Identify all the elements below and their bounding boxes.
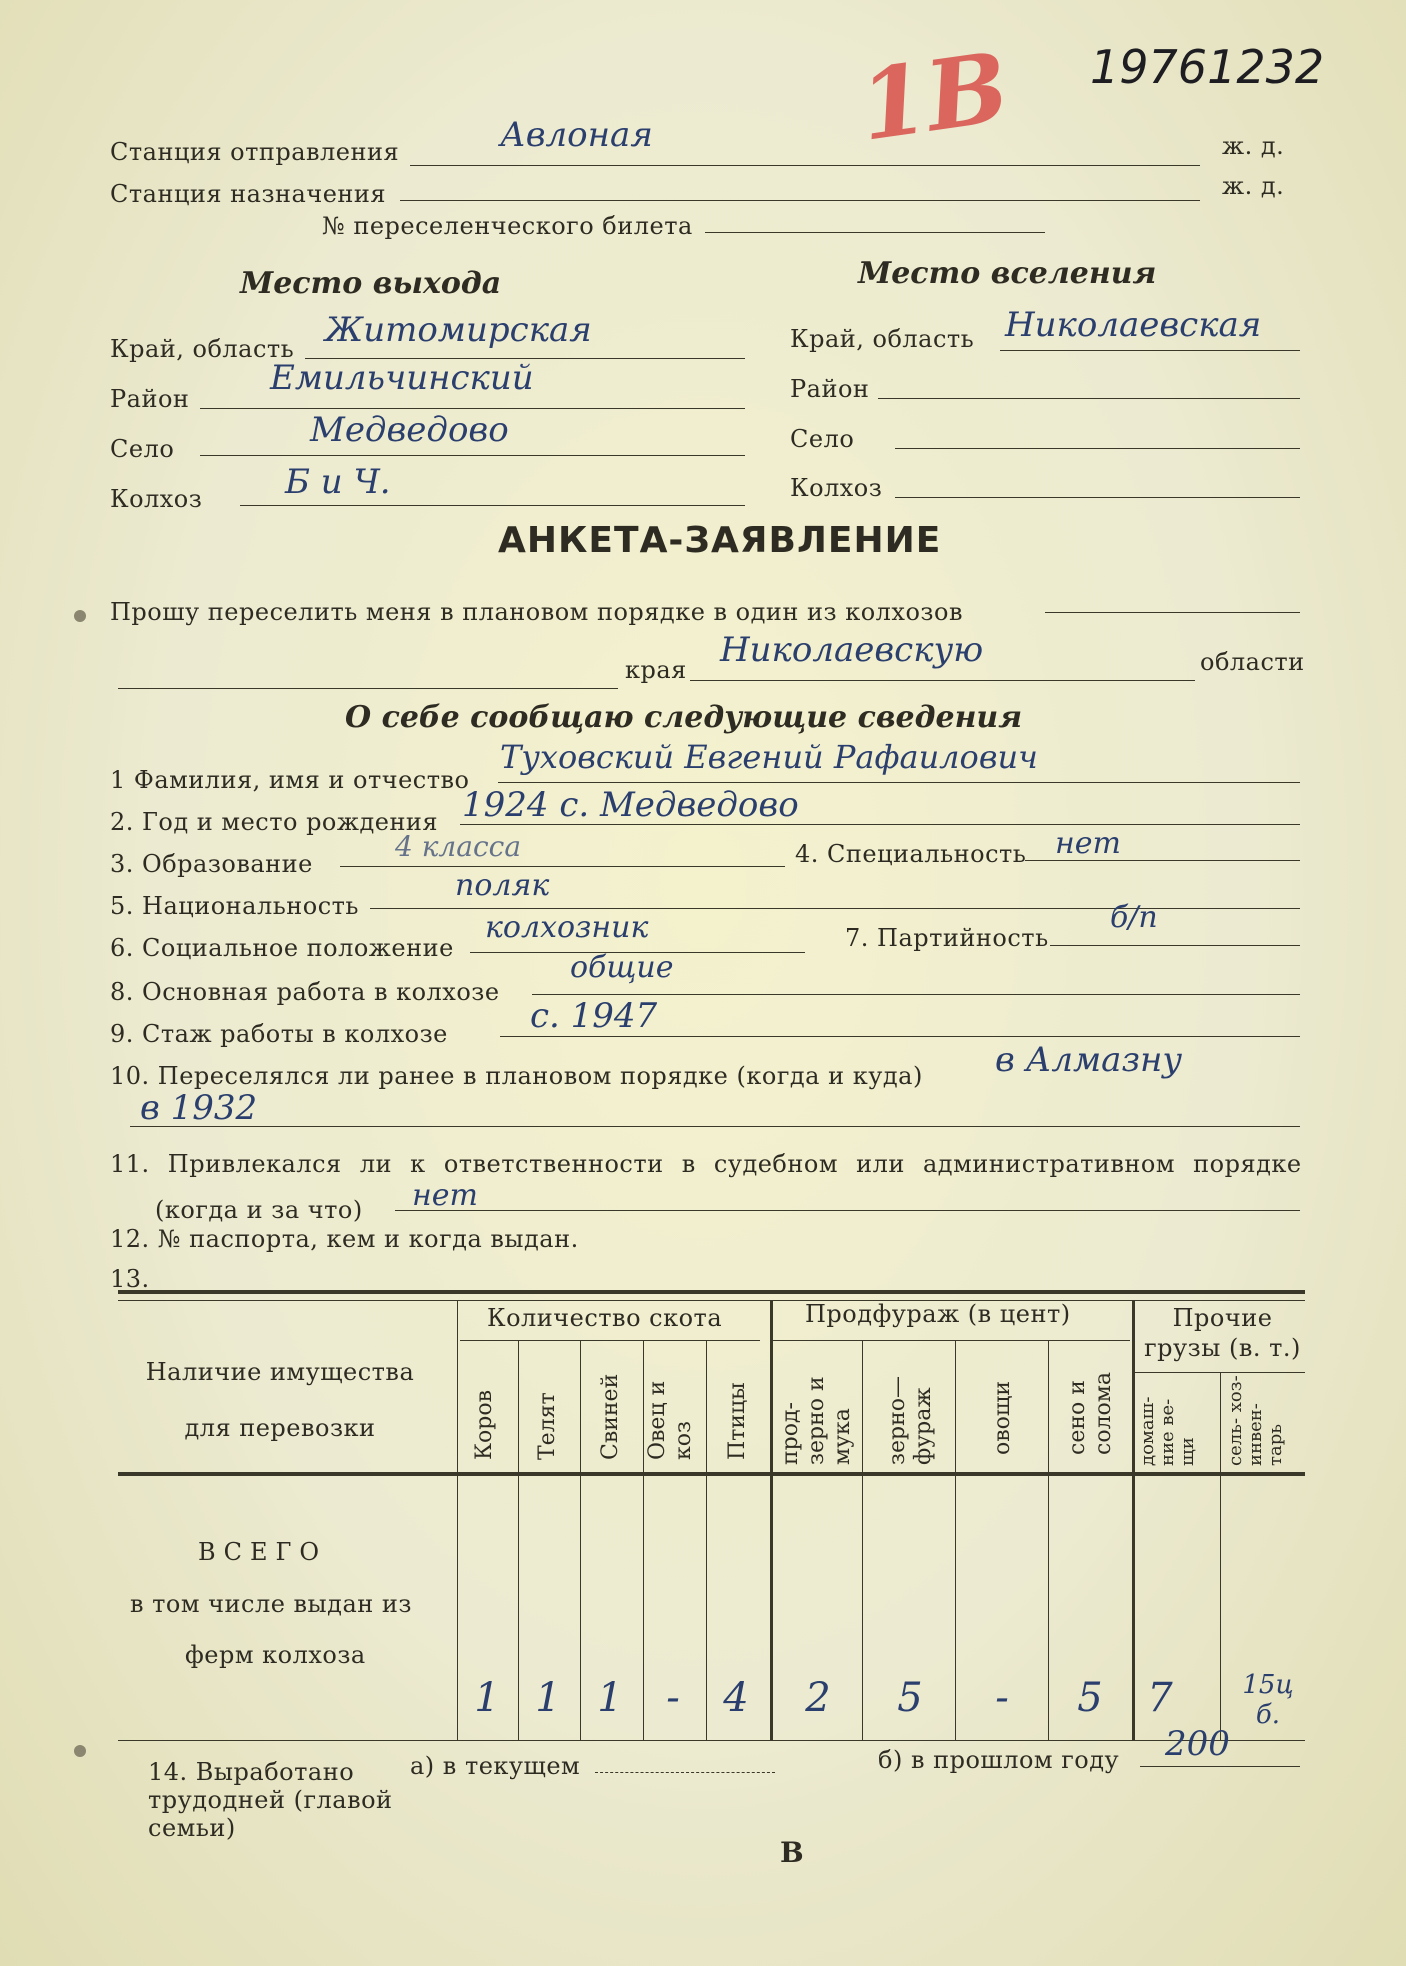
field-8-value: общие [570, 950, 674, 985]
workdays-last-value: 200 [1165, 1724, 1230, 1764]
dest-region-line [1000, 350, 1300, 351]
value-vegetables: - [995, 1675, 1009, 1721]
row-total-label: ВСЕГО [198, 1538, 328, 1566]
field-10-value-2: в 1932 [140, 1088, 258, 1128]
kraya-label: края [625, 656, 687, 684]
dest-kolkhoz-label: Колхоз [790, 474, 883, 502]
origin-district-label: Район [110, 385, 190, 413]
origin-kolkhoz-value: Б и Ч. [285, 462, 391, 502]
col-divider [1220, 1372, 1221, 1740]
field-7-line [1050, 945, 1300, 946]
table-top-border-2 [118, 1300, 1305, 1301]
value-inventory: 15ц б. [1242, 1670, 1294, 1730]
dest-kolkhoz-line [895, 497, 1300, 498]
red-handwritten-mark: 1В [852, 30, 1016, 163]
workdays-label: 14. Выработано трудодней (главой семьи) [148, 1758, 393, 1842]
field-11-label: 11. Привлекался ли к ответственности в судебном или административном порядке [110, 1150, 1302, 1178]
station-from-value: Авлоная [500, 115, 653, 155]
origin-village-line [200, 455, 745, 456]
station-to-line [400, 200, 1200, 201]
col-divider [457, 1300, 458, 1740]
value-poultry: 4 [723, 1675, 749, 1721]
fodder-underline [770, 1340, 1130, 1341]
col-divider [1132, 1300, 1135, 1740]
field-1-line [498, 782, 1300, 783]
field-3-label: 3. Образование [110, 850, 313, 878]
livestock-underline [460, 1340, 760, 1341]
field-5-line [370, 908, 1300, 909]
ticket-label: № переселенческого билета [322, 212, 693, 240]
field-11-line [395, 1210, 1300, 1211]
col-food-grain: прод- зерно и мука [778, 1376, 855, 1465]
col-poultry: Птицы [725, 1382, 750, 1460]
dest-district-label: Район [790, 375, 870, 403]
value-hay-straw: 5 [1077, 1675, 1103, 1721]
field-5-label: 5. Национальность [110, 892, 359, 920]
field-6-label: 6. Социальное положение [110, 934, 454, 962]
origin-region-value: Житомирская [325, 310, 592, 350]
origin-kolkhoz-line [240, 505, 745, 506]
col-cows: Коров [472, 1390, 497, 1460]
field-5-value: поляк [455, 868, 550, 903]
value-sheep-goats: - [666, 1675, 680, 1721]
field-9-line [500, 1036, 1300, 1037]
page-letter: В [780, 1836, 805, 1869]
col-inventory: сель- хоз- инвен- тарь [1225, 1375, 1286, 1466]
field-11-value: нет [412, 1178, 478, 1213]
station-from-label: Станция отправления [110, 138, 400, 166]
col-divider [862, 1340, 863, 1740]
punch-mark [74, 610, 86, 622]
field-7-label: 7. Партийность [845, 924, 1049, 952]
field-1-value: Туховский Евгений Рафаилович [500, 738, 1038, 776]
origin-title: Место выхода [240, 266, 502, 301]
dest-village-line [895, 448, 1300, 449]
archive-number: 19761232 [1090, 40, 1325, 94]
rail-suffix-2: ж. д. [1222, 172, 1285, 200]
row-sub-label-1: в том числе выдан из [130, 1590, 412, 1618]
table-bottom-border [118, 1740, 1305, 1741]
fodder-group-label: Продфураж (в цент) [805, 1300, 1071, 1328]
origin-district-value: Емильчинский [270, 358, 534, 398]
ticket-line [705, 232, 1045, 233]
col-household: домаш- ние ве- щи [1137, 1396, 1198, 1466]
workdays-last-label: б) в прошлом году [878, 1746, 1120, 1774]
origin-village-value: Медведово [310, 410, 509, 450]
dest-district-line [878, 398, 1300, 399]
col-sheep-goats: Овец и коз [645, 1380, 696, 1460]
col-grain-fodder: зерно— фураж [885, 1375, 936, 1465]
station-from-line [410, 165, 1200, 166]
workdays-current-label: а) в текущем [410, 1752, 581, 1780]
about-title: О себе сообщаю следующие сведения [345, 700, 1023, 735]
origin-village-label: Село [110, 435, 175, 463]
origin-region-label: Край, область [110, 335, 295, 363]
field-1-label: 1 Фамилия, имя и отчество [110, 766, 470, 794]
punch-mark [74, 1745, 86, 1757]
row-sub-label-2: ферм колхоза [185, 1641, 366, 1669]
value-grain-fodder: 5 [897, 1675, 923, 1721]
col-vegetables: овощи [990, 1381, 1015, 1455]
table-top-border [118, 1290, 1305, 1294]
field-3-line [340, 866, 785, 867]
dest-region-value: Николаевская [1005, 305, 1262, 345]
rail-suffix-1: ж. д. [1222, 132, 1285, 160]
field-12-label: 12. № паспорта, кем и когда выдан. [110, 1225, 579, 1253]
kraya-value: Николаевскую [720, 630, 984, 670]
value-cows: 1 [474, 1675, 500, 1721]
col-divider [1048, 1340, 1049, 1740]
col-hay-straw: сено и солома [1065, 1371, 1116, 1455]
form-title: АНКЕТА-ЗАЯВЛЕНИЕ [498, 520, 942, 561]
other-group-label: Прочие грузы (в. т.) [1144, 1304, 1301, 1362]
value-calves: 1 [535, 1675, 561, 1721]
field-11-label-2: (когда и за что) [155, 1196, 363, 1224]
request-text: Прошу переселить меня в плановом порядке в один из колхозов [110, 598, 963, 626]
dest-region-label: Край, область [790, 325, 975, 353]
field-8-label: 8. Основная работа в колхозе [110, 978, 500, 1006]
col-divider [770, 1300, 773, 1740]
table-header-bottom [118, 1472, 1305, 1476]
field-10-value: в Алмазну [995, 1040, 1183, 1080]
destination-title: Место вселения [858, 256, 1157, 291]
livestock-group-label: Количество скота [487, 1304, 723, 1332]
field-9-label: 9. Стаж работы в колхозе [110, 1020, 448, 1048]
col-pigs: Свиней [598, 1373, 623, 1460]
field-8-line [532, 994, 1300, 995]
origin-kolkhoz-label: Колхоз [110, 485, 203, 513]
col-calves: Телят [535, 1392, 560, 1460]
value-food-grain: 2 [805, 1675, 831, 1721]
request-line-2a [118, 688, 618, 689]
field-3-value: 4 класса [395, 830, 522, 863]
field-6-value: колхозник [485, 910, 649, 945]
field-9-value: с. 1947 [530, 996, 658, 1036]
property-label: Наличие имущества для перевозки [145, 1358, 415, 1442]
field-2-label: 2. Год и место рождения [110, 808, 439, 836]
request-line-1 [1045, 612, 1300, 613]
station-to-label: Станция назначения [110, 180, 387, 208]
col-divider [955, 1340, 956, 1740]
field-10-line [130, 1126, 1300, 1127]
field-10-label: 10. Переселялся ли ранее в плановом порядке (когда и куда) [110, 1062, 923, 1090]
oblasti-label: области [1200, 648, 1305, 676]
workdays-last-line [1140, 1766, 1300, 1767]
dest-village-label: Село [790, 425, 855, 453]
origin-district-line [200, 408, 745, 409]
kraya-line [690, 680, 1195, 681]
value-household: 7 [1147, 1675, 1173, 1721]
workdays-current-line [595, 1772, 775, 1773]
field-4-label: 4. Специальность [795, 840, 1027, 868]
field-4-value: нет [1055, 826, 1121, 861]
field-13-label: 13. [110, 1265, 150, 1293]
value-pigs: 1 [597, 1675, 623, 1721]
field-2-value: 1924 с. Медведово [462, 785, 799, 825]
field-7-value: б/п [1110, 900, 1158, 935]
